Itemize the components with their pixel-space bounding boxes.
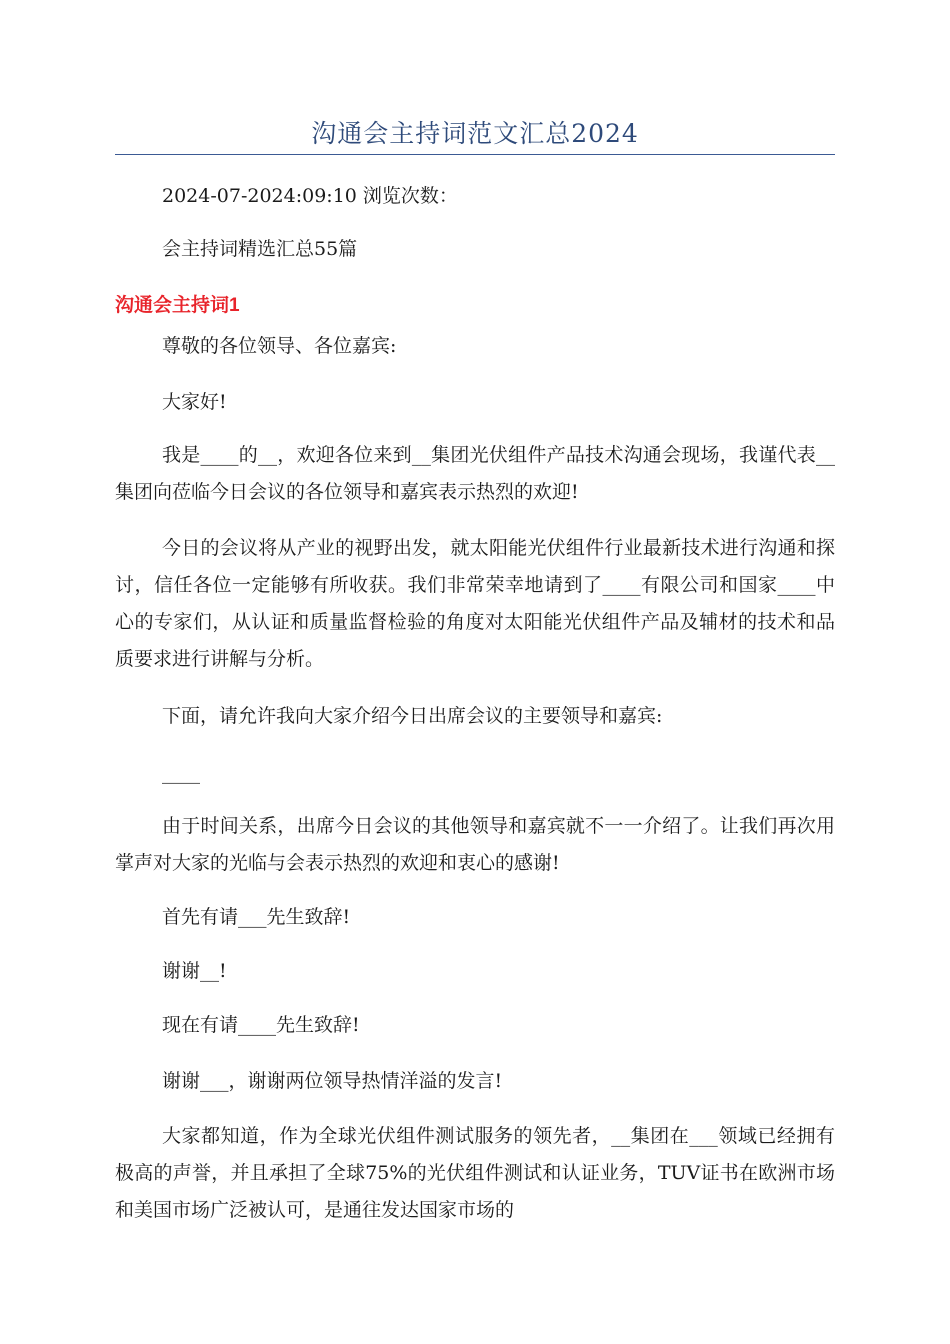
subtitle: 会主持词精选汇总55篇 <box>162 238 358 260</box>
document-title: 沟通会主持词范文汇总2024 <box>311 119 639 148</box>
paragraph: 谢谢___，谢谢两位领导热情洋溢的发言! <box>162 1070 503 1092</box>
paragraph: 现在有请____先生致辞! <box>162 1014 360 1036</box>
paragraph: 下面，请允许我向大家介绍今日出席会议的主要领导和嘉宾: <box>162 705 663 727</box>
meta-line: 2024-07-2024:09:10 浏览次数： <box>162 185 458 207</box>
paragraph: 大家都知道，作为全球光伏组件测试服务的领先者，__集团在___领域已经拥有极高的声誉，并且承担了全球75%的光伏组件测试和认证业务，TUV证书在欧洲市场和美国市场广泛被认可，是通往发达国家市场的 <box>115 1125 835 1221</box>
paragraph: ____ <box>162 762 200 784</box>
section-heading: 沟通会主持词1 <box>115 295 240 316</box>
title-divider <box>115 154 835 155</box>
paragraph: 由于时间关系，出席今日会议的其他领导和嘉宾就不一一介绍了。让我们再次用掌声对大家的光临与会表示热烈的欢迎和衷心的感谢! <box>115 815 835 874</box>
paragraph: 首先有请___先生致辞! <box>162 906 351 928</box>
paragraph: 谢谢__! <box>162 960 227 982</box>
paragraph: 大家好! <box>162 391 227 413</box>
paragraph: 尊敬的各位领导、各位嘉宾: <box>162 335 397 357</box>
paragraph: 今日的会议将从产业的视野出发，就太阳能光伏组件行业最新技术进行沟通和探讨，信任各位一定能够有所收获。我们非常荣幸地请到了____有限公司和国家____中心的专家们，从认证和质量监督检验的角度对太阳能光伏组件产品及辅材的技术和品质要求进行讲解与分析。 <box>115 537 835 670</box>
paragraph: 我是____的__，欢迎各位来到__集团光伏组件产品技术沟通会现场，我谨代表__集团向莅临今日会议的各位领导和嘉宾表示热烈的欢迎! <box>115 444 835 503</box>
